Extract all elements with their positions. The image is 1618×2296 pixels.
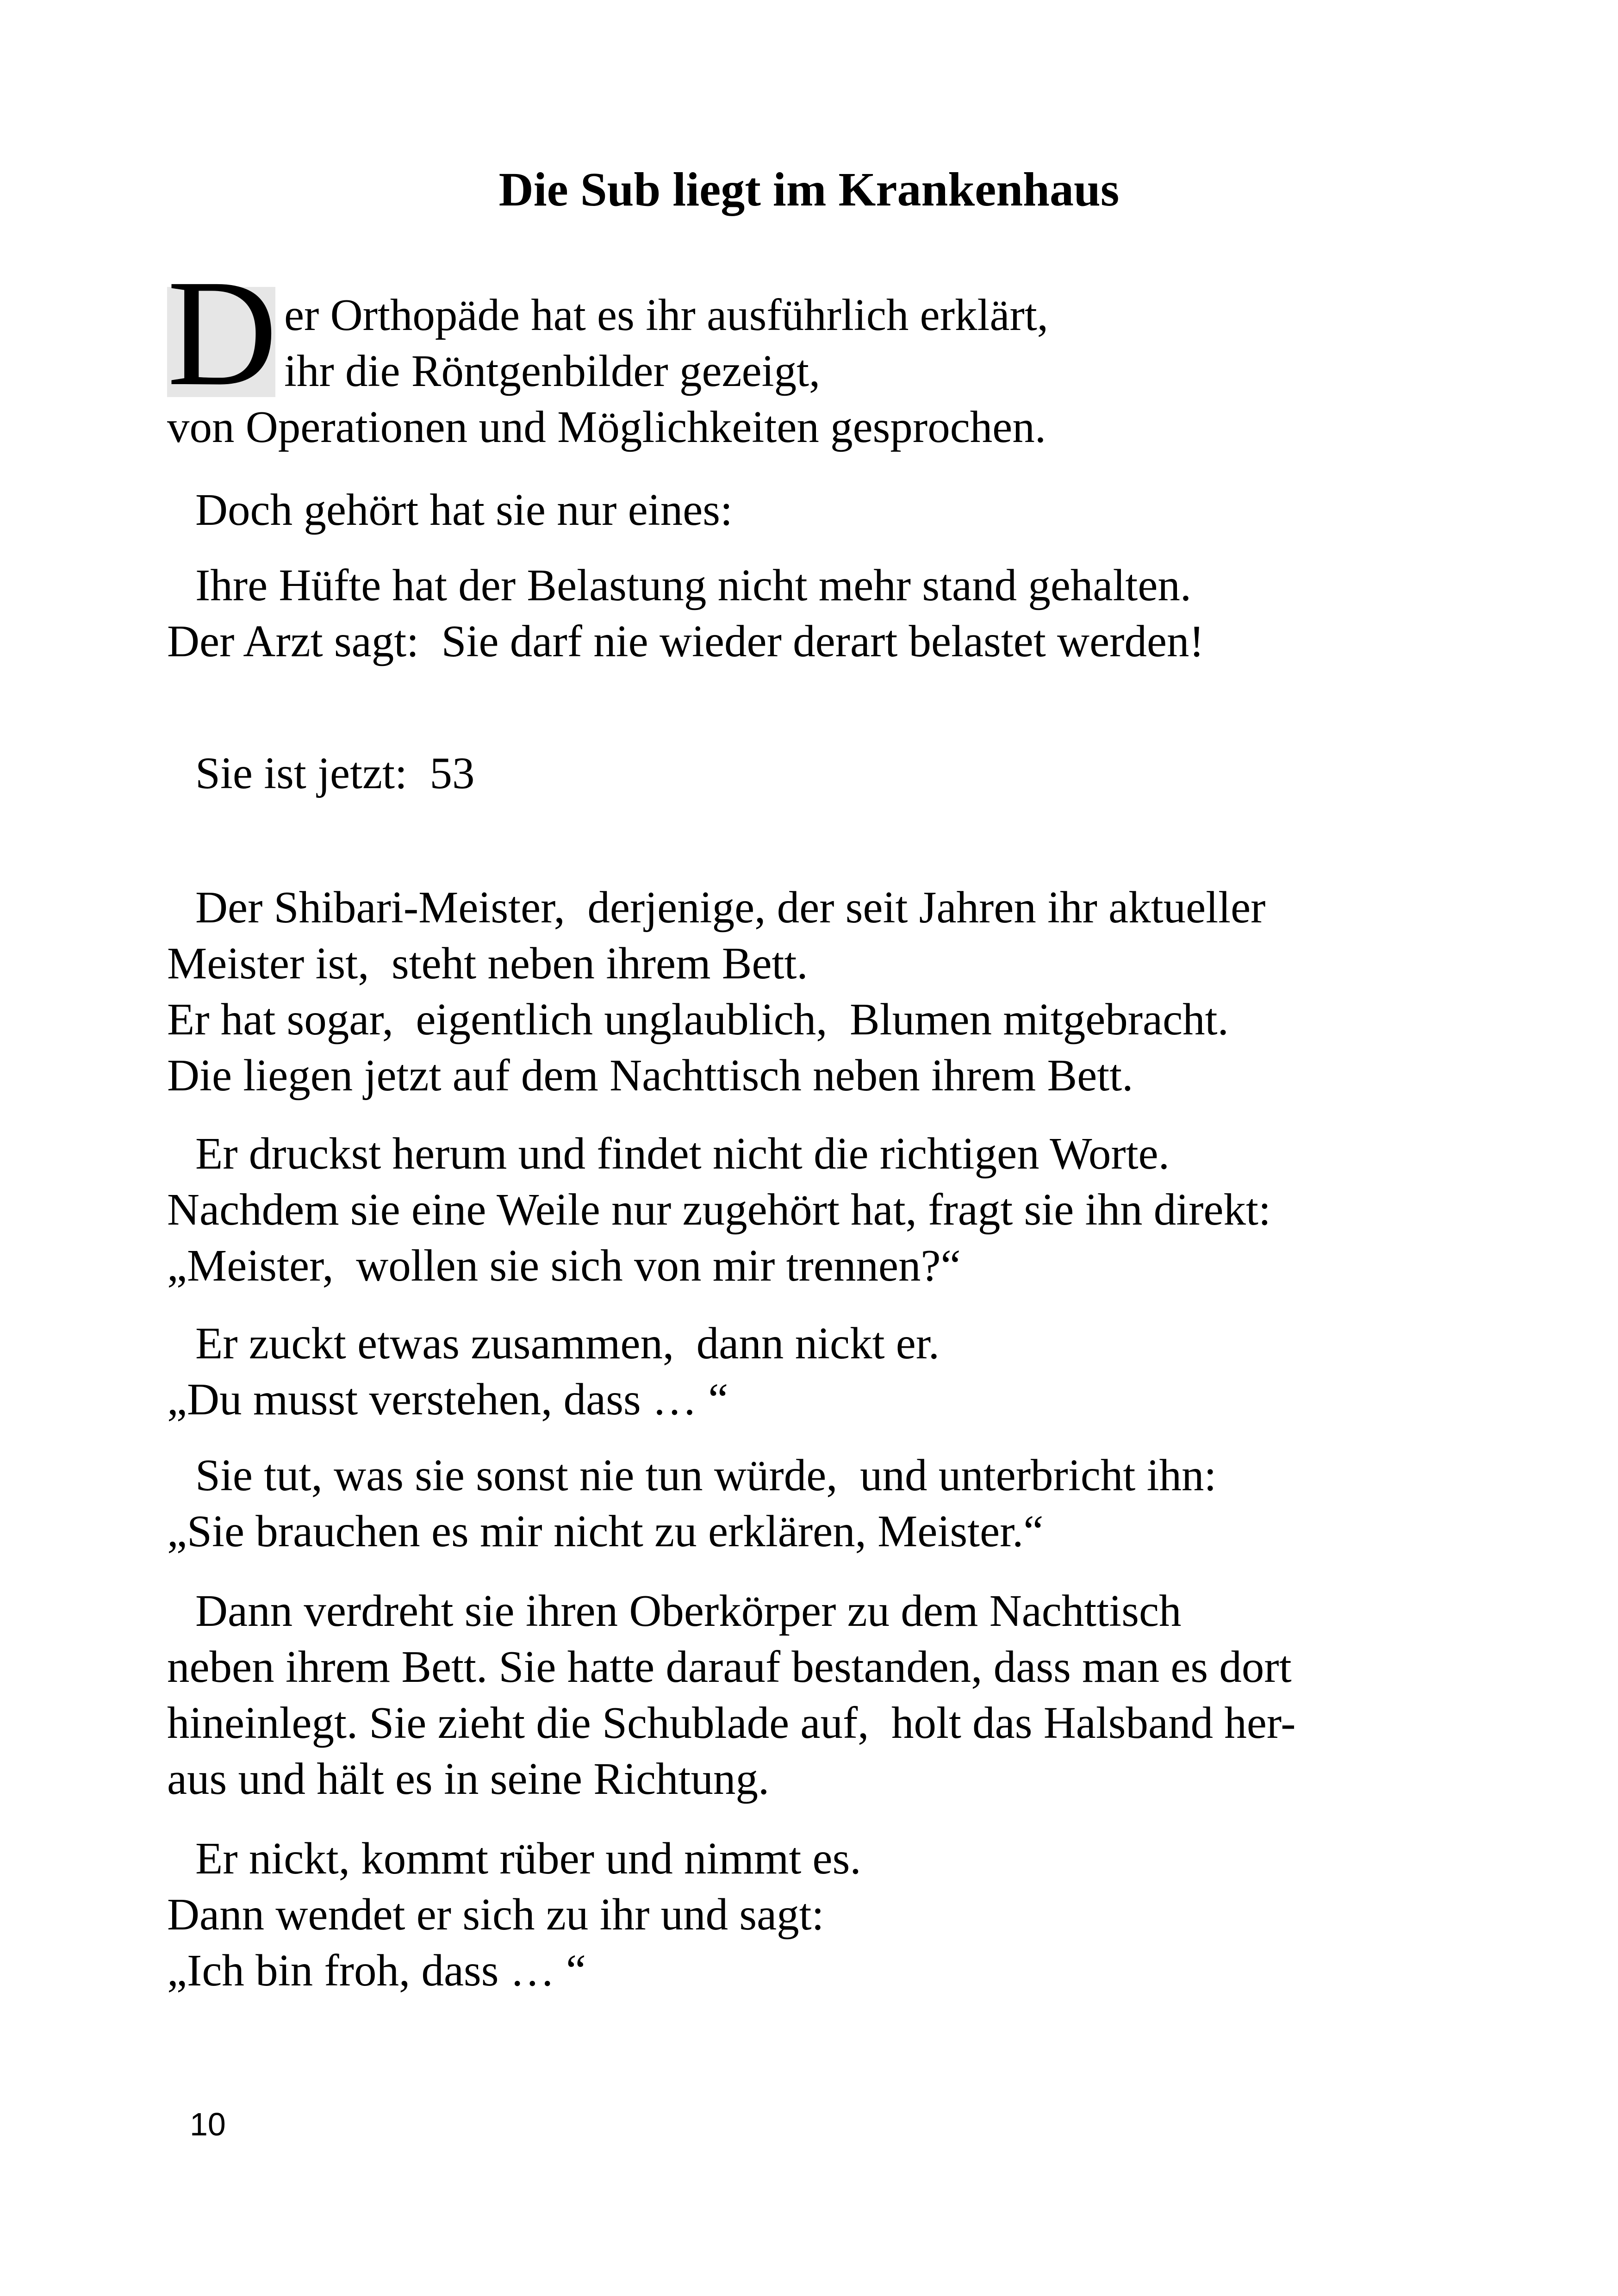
text-line: Die liegen jetzt auf dem Nachttisch neben ihrem Bett.	[167, 1051, 1133, 1100]
text-line: Er zuckt etwas zusammen, dann nickt er.	[195, 1319, 940, 1368]
text-line: Meister ist, steht neben ihrem Bett.	[167, 939, 808, 988]
text-line: Er druckst herum und findet nicht die richtigen Worte.	[195, 1129, 1170, 1178]
text-line: „Meister, wollen sie sich von mir trennen?“	[167, 1241, 961, 1290]
paragraph-first	[167, 287, 1463, 455]
paragraph	[167, 482, 1463, 538]
page-number: 10	[190, 2106, 226, 2142]
text-line: von Operationen und Möglichkeiten gesprochen.	[167, 402, 1046, 452]
paragraph	[167, 1447, 1463, 1559]
paragraph	[167, 1583, 1463, 1807]
text-line: Nachdem sie eine Weile nur zugehört hat, fragt sie ihn direkt:	[167, 1185, 1271, 1234]
text-line: neben ihrem Bett. Sie hatte darauf bestanden, dass man es dort	[167, 1642, 1292, 1692]
text-line: Dann verdreht sie ihren Oberkörper zu dem Nachttisch	[195, 1586, 1182, 1636]
text-line: „Du musst verstehen, dass … “	[167, 1375, 728, 1424]
paragraph	[167, 879, 1463, 1103]
paragraph	[167, 1830, 1463, 1998]
text-line: Er hat sogar, eigentlich unglaublich, Blumen mitgebracht.	[167, 995, 1229, 1044]
text-line: „Ich bin froh, dass … “	[167, 1946, 586, 1995]
text-line: Er nickt, kommt rüber und nimmt es.	[195, 1834, 861, 1883]
text-line: ihr die Röntgenbilder gezeigt,	[284, 346, 821, 396]
paragraph	[167, 1315, 1463, 1427]
text-line: hineinlegt. Sie zieht die Schublade auf, holt das Halsband her-	[167, 1698, 1296, 1748]
chapter-title: Die Sub liegt im Krankenhaus	[498, 163, 1120, 216]
paragraph	[167, 557, 1463, 669]
text-line: Dann wendet er sich zu ihr und sagt:	[167, 1890, 824, 1939]
text-line: Ihre Hüfte hat der Belastung nicht mehr stand gehalten.	[195, 560, 1192, 610]
text-line: Sie ist jetzt: 53	[195, 748, 475, 798]
text-line: Der Shibari-Meister, derjenige, der seit Jahren ihr aktueller	[195, 883, 1266, 932]
dropcap-letter: D	[167, 249, 278, 417]
text-line: Der Arzt sagt: Sie darf nie wieder derart belastet werden!	[167, 616, 1204, 666]
text-line: er Orthopäde hat es ihr ausführlich erklärt,	[284, 290, 1049, 340]
text-line: „Sie brauchen es mir nicht zu erklären, Meister.“	[167, 1506, 1044, 1556]
text-line: Doch gehört hat sie nur eines:	[195, 485, 733, 535]
text-line: Sie tut, was sie sonst nie tun würde, und unterbricht ihn:	[195, 1450, 1217, 1500]
paragraph	[167, 1126, 1463, 1294]
text-line: aus und hält es in seine Richtung.	[167, 1754, 770, 1804]
paragraph	[167, 745, 1463, 801]
